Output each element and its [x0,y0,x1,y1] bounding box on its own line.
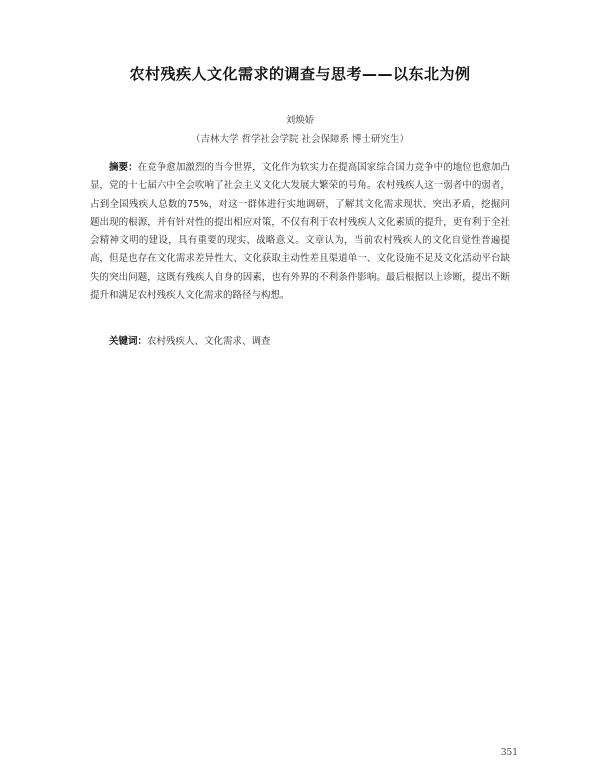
abstract-label: 摘要： [109,162,138,173]
page-number: 351 [500,748,518,758]
abstract-paragraph [90,159,510,305]
author-name: 刘焕娇 [285,115,315,126]
keywords-paragraph [90,333,510,351]
author-affiliation: （吉林大学 哲学社会学院 社会保障系 博士研究生） [190,134,410,145]
keywords-label: 关键词： [109,336,148,347]
paper-title: 农村残疾人文化需求的调查与思考——以东北为例 [129,65,471,83]
keywords-text: 农村残疾人、文化需求、调查 [147,336,271,347]
abstract-text: 在竞争愈加激烈的当今世界，文化作为软实力在提高国家综合国力竞争中的地位也愈加凸显，党的十七届六中全会吹响了社会主义文化大发展大繁荣的号角。农村残疾人这一弱者中的弱者，占到全国残疾人总数的75%，对这一群体进行实地调研，了解其文化需求现状、突出矛盾，挖掘问题出现的根源，并有针对性的提出相应对策，不仅有利于农村残疾人文化素质的提升，更有利于全社会精神文明的建设，具有重要的现实、战略意义。文章认为，当前农村残疾人的文化自觉性普遍提高，但是也存在文化需求差异性大、文化获取主动性差且渠道单一、文化设施不足及文化活动平台缺失的突出问题，这既有残疾人自身的因素，也有外界的不利条件影响。最后根据以上诊断，提出不断提升和满足农村残疾人文化需求的路径与构想。 [90,162,510,302]
